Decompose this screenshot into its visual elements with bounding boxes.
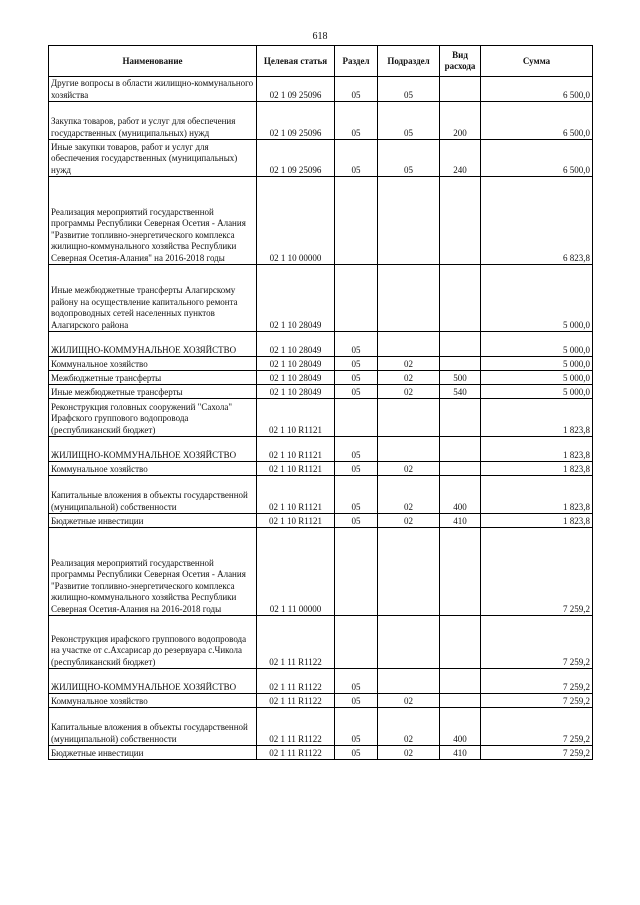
cell-razdel [335, 177, 378, 265]
cell-razdel [335, 265, 378, 332]
cell-sum: 5 000,0 [481, 265, 593, 332]
table-row [49, 708, 593, 746]
cell-name: Иные межбюджетные трансферты Алагирскому району на осуществление капитального ремонта водопроводных сетей населенных пунктов Алагирского района [49, 265, 257, 332]
cell-code: 02 1 10 28049 [257, 357, 335, 371]
cell-vid [440, 357, 481, 371]
cell-sum: 1 823,8 [481, 462, 593, 476]
cell-podrazdel: 02 [378, 708, 440, 746]
cell-vid: 400 [440, 708, 481, 746]
cell-podrazdel [378, 437, 440, 462]
cell-code: 02 1 11 R1122 [257, 746, 335, 760]
cell-vid: 240 [440, 140, 481, 177]
cell-podrazdel: 02 [378, 514, 440, 528]
cell-name: ЖИЛИЩНО-КОММУНАЛЬНОЕ ХОЗЯЙСТВО [49, 437, 257, 462]
cell-razdel [335, 616, 378, 669]
cell-name: ЖИЛИЩНО-КОММУНАЛЬНОЕ ХОЗЯЙСТВО [49, 669, 257, 694]
cell-vid [440, 77, 481, 102]
cell-razdel: 05 [335, 694, 378, 708]
cell-code: 02 1 11 R1122 [257, 669, 335, 694]
cell-code: 02 1 10 R1121 [257, 437, 335, 462]
cell-razdel: 05 [335, 371, 378, 385]
cell-code: 02 1 11 00000 [257, 528, 335, 616]
cell-sum: 7 259,2 [481, 694, 593, 708]
cell-name: Реконструкция ирафского группового водопровода на участке от с.Ахсарисар до резервуара с.Чикола (республиканский бюджет) [49, 616, 257, 669]
table-row [49, 177, 593, 265]
page-number: 618 [312, 31, 328, 42]
cell-podrazdel: 02 [378, 476, 440, 514]
header-vid: Вид расхода [440, 46, 481, 77]
table-row [49, 399, 593, 437]
cell-vid [440, 694, 481, 708]
cell-name: Коммунальное хозяйство [49, 462, 257, 476]
table-row [49, 385, 593, 399]
cell-code: 02 1 10 R1121 [257, 462, 335, 476]
cell-sum: 5 000,0 [481, 371, 593, 385]
cell-podrazdel: 02 [378, 462, 440, 476]
cell-razdel: 05 [335, 140, 378, 177]
table-row [49, 357, 593, 371]
cell-podrazdel: 05 [378, 140, 440, 177]
cell-name: Реализация мероприятий государственной программы Республики Северная Осетия - Алания "Развитие топливно-энергетического комплекса жилищно-коммунального хозяйства Республики Северная Осетия-Алания" на 2016-2018 годы [49, 177, 257, 265]
cell-name: Бюджетные инвестиции [49, 514, 257, 528]
table-row [49, 616, 593, 669]
table-row [49, 371, 593, 385]
header-name: Наименование [49, 46, 257, 77]
header-razdel: Раздел [335, 46, 378, 77]
cell-name: ЖИЛИЩНО-КОММУНАЛЬНОЕ ХОЗЯЙСТВО [49, 332, 257, 357]
budget-table [48, 45, 593, 760]
cell-razdel: 05 [335, 708, 378, 746]
cell-code: 02 1 10 28049 [257, 385, 335, 399]
cell-name: Реализация мероприятий государственной программы Республики Северная Осетия - Алания "Развитие топливно-энергетического комплекса жилищно-коммунального хозяйства Республики Северная Осетия-Алания на 2016-2018 годы [49, 528, 257, 616]
table-row [49, 265, 593, 332]
cell-name: Другие вопросы в области жилищно-коммунального хозяйства [49, 77, 257, 102]
cell-vid [440, 332, 481, 357]
header-row [49, 46, 593, 77]
cell-code: 02 1 10 R1121 [257, 514, 335, 528]
cell-sum: 1 823,8 [481, 437, 593, 462]
cell-podrazdel [378, 332, 440, 357]
table-row [49, 102, 593, 140]
header-podrazdel: Подраздел [378, 46, 440, 77]
table-row [49, 476, 593, 514]
cell-razdel: 05 [335, 385, 378, 399]
cell-vid: 400 [440, 476, 481, 514]
table-row [49, 77, 593, 102]
cell-name: Коммунальное хозяйство [49, 357, 257, 371]
cell-name: Бюджетные инвестиции [49, 746, 257, 760]
table-row [49, 462, 593, 476]
cell-razdel: 05 [335, 77, 378, 102]
cell-sum: 7 259,2 [481, 528, 593, 616]
cell-podrazdel [378, 177, 440, 265]
cell-sum: 7 259,2 [481, 669, 593, 694]
cell-vid [440, 399, 481, 437]
cell-name: Капитальные вложения в объекты государственной (муниципальной) собственности [49, 708, 257, 746]
cell-vid [440, 616, 481, 669]
cell-vid: 410 [440, 746, 481, 760]
cell-name: Иные межбюджетные трансферты [49, 385, 257, 399]
cell-podrazdel [378, 616, 440, 669]
cell-vid: 500 [440, 371, 481, 385]
table-row [49, 332, 593, 357]
cell-razdel [335, 528, 378, 616]
cell-podrazdel: 02 [378, 694, 440, 708]
table-header [49, 46, 593, 77]
cell-podrazdel: 02 [378, 357, 440, 371]
cell-podrazdel [378, 669, 440, 694]
cell-vid: 540 [440, 385, 481, 399]
cell-podrazdel: 05 [378, 102, 440, 140]
cell-sum: 7 259,2 [481, 746, 593, 760]
cell-vid [440, 462, 481, 476]
cell-code: 02 1 10 00000 [257, 177, 335, 265]
cell-vid: 410 [440, 514, 481, 528]
cell-podrazdel: 05 [378, 77, 440, 102]
cell-sum: 6 500,0 [481, 77, 593, 102]
cell-code: 02 1 10 R1121 [257, 399, 335, 437]
cell-name: Межбюджетные трансферты [49, 371, 257, 385]
cell-podrazdel: 02 [378, 371, 440, 385]
cell-sum: 1 823,8 [481, 399, 593, 437]
cell-name: Коммунальное хозяйство [49, 694, 257, 708]
table-row [49, 514, 593, 528]
cell-code: 02 1 10 R1121 [257, 476, 335, 514]
cell-podrazdel [378, 528, 440, 616]
cell-code: 02 1 10 28049 [257, 265, 335, 332]
cell-razdel: 05 [335, 476, 378, 514]
cell-sum: 5 000,0 [481, 385, 593, 399]
cell-sum: 6 500,0 [481, 140, 593, 177]
cell-podrazdel: 02 [378, 746, 440, 760]
cell-sum: 6 823,8 [481, 177, 593, 265]
cell-razdel: 05 [335, 514, 378, 528]
cell-sum: 7 259,2 [481, 616, 593, 669]
cell-code: 02 1 11 R1122 [257, 694, 335, 708]
cell-razdel: 05 [335, 746, 378, 760]
cell-name: Закупка товаров, работ и услуг для обеспечения государственных (муниципальных) нужд [49, 102, 257, 140]
cell-sum: 1 823,8 [481, 476, 593, 514]
table-row [49, 669, 593, 694]
table-row [49, 437, 593, 462]
cell-podrazdel [378, 399, 440, 437]
cell-sum: 5 000,0 [481, 357, 593, 371]
table-row [49, 140, 593, 177]
cell-name: Реконструкция головных сооружений "Сахола" Ирафского группового водопровода (республиканский бюджет) [49, 399, 257, 437]
cell-sum: 5 000,0 [481, 332, 593, 357]
cell-name: Иные закупки товаров, работ и услуг для обеспечения государственных (муниципальных) нужд [49, 140, 257, 177]
cell-razdel: 05 [335, 669, 378, 694]
cell-code: 02 1 09 25096 [257, 140, 335, 177]
table-body [49, 77, 593, 760]
table-row [49, 528, 593, 616]
cell-code: 02 1 09 25096 [257, 77, 335, 102]
cell-name: Капитальные вложения в объекты государственной (муниципальной) собственности [49, 476, 257, 514]
cell-razdel: 05 [335, 332, 378, 357]
cell-podrazdel: 02 [378, 385, 440, 399]
cell-vid: 200 [440, 102, 481, 140]
cell-sum: 6 500,0 [481, 102, 593, 140]
cell-sum: 1 823,8 [481, 514, 593, 528]
cell-vid [440, 669, 481, 694]
table-row [49, 746, 593, 760]
header-code: Целевая статья [257, 46, 335, 77]
cell-code: 02 1 11 R1122 [257, 708, 335, 746]
cell-razdel: 05 [335, 437, 378, 462]
cell-razdel: 05 [335, 357, 378, 371]
table-row [49, 694, 593, 708]
cell-vid [440, 265, 481, 332]
cell-razdel [335, 399, 378, 437]
cell-podrazdel [378, 265, 440, 332]
cell-code: 02 1 11 R1122 [257, 616, 335, 669]
cell-vid [440, 177, 481, 265]
cell-code: 02 1 10 28049 [257, 332, 335, 357]
cell-code: 02 1 10 28049 [257, 371, 335, 385]
cell-razdel: 05 [335, 102, 378, 140]
cell-razdel: 05 [335, 462, 378, 476]
cell-sum: 7 259,2 [481, 708, 593, 746]
cell-code: 02 1 09 25096 [257, 102, 335, 140]
cell-vid [440, 528, 481, 616]
header-sum: Сумма [481, 46, 593, 77]
cell-vid [440, 437, 481, 462]
